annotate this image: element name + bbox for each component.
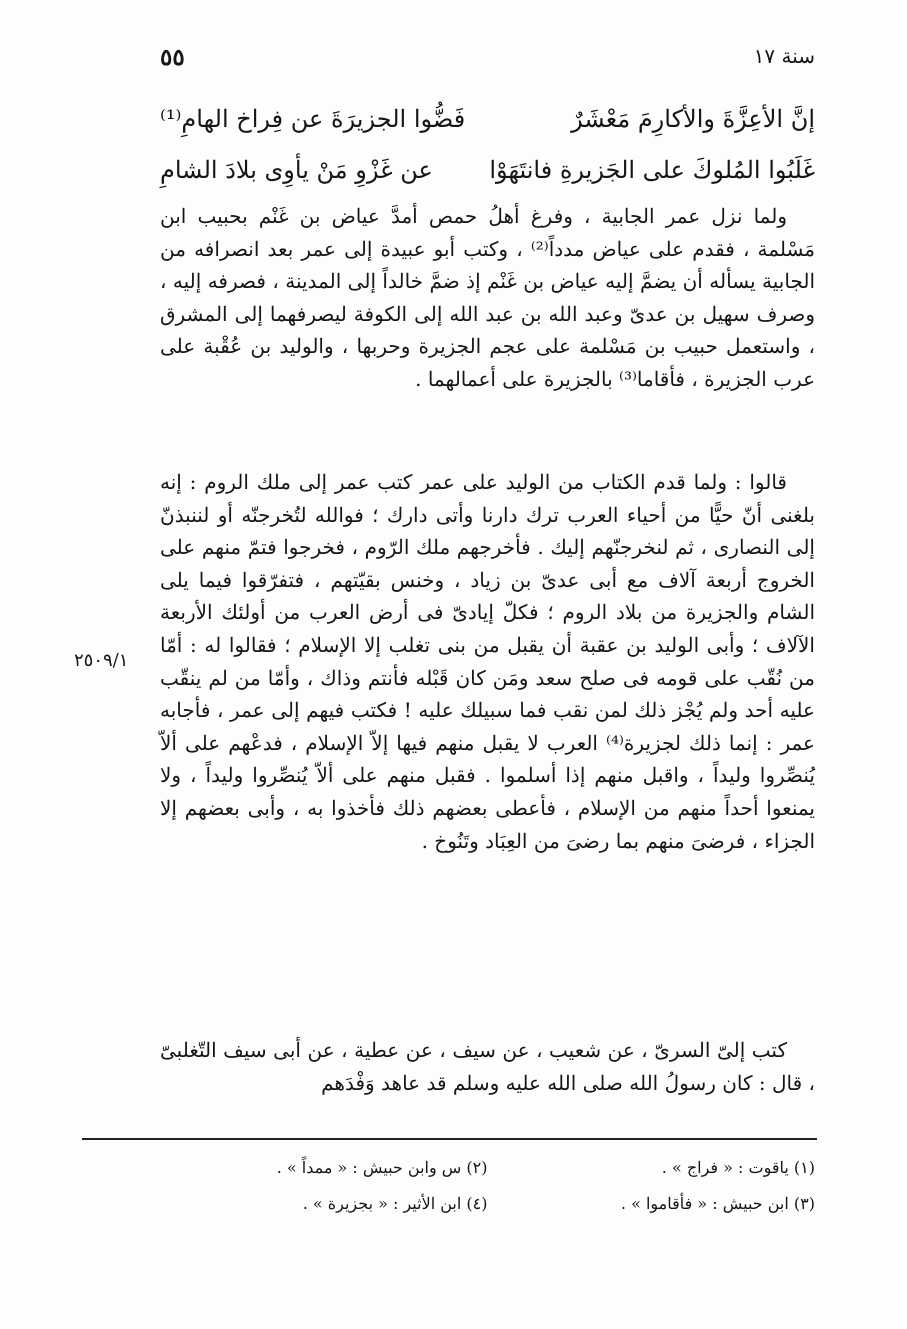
margin-reference: ٢٥٠٩/١ [74, 650, 129, 671]
hemistich: عن غَزْوِ مَنْ يأوِى بلادَ الشامِ [160, 156, 433, 184]
footnote: (١) ياقوت : « فراج » . [661, 1158, 815, 1177]
footnote: (٤) ابن الأثير : « بجزيرة » . [302, 1194, 488, 1213]
verse [160, 145, 815, 196]
prose-block-1 [160, 200, 815, 396]
footnotes [160, 1150, 815, 1222]
footnote: (٣) ابن حبيش : « فأقاموا » . [620, 1194, 815, 1213]
year-header: سنة ١٧ [753, 44, 815, 68]
footnote: (٢) س وابن حبيش : « ممداً » . [276, 1158, 488, 1177]
paragraph: كتب إلىّ السرىّ ، عن شعيب ، عن سيف ، عن عطية ، عن أبى سيف التّغلبىّ ، قال : كان رسولُ الله صلى الله عليه وسلم قد عاهد وَفْدَهم [160, 1038, 815, 1095]
hemistich: غَلَبُوا المُلوكَ على الجَزيرةِ فانتَهَوْا [489, 156, 815, 184]
prose-block-3 [160, 1034, 815, 1099]
paragraph: ولما نزل عمر الجابية ، وفرغ أهلُ حمص أمدَّ عياض بن غَنْم بحبيب ابن مَسْلمة ، فقدم على عياض مدداً⁽²⁾ ، وكتب أبو عبيدة إلى عمر بعد انصرافه من الجابية يسأله أن يضمَّ إليه عياض بن غَنْم إذ ضمَّ خالداً إلى المدينة ، فصرفه إليه ، وصرف سهيل بن عدىّ وعبد الله بن عبد الله إلى الكوفة ليصرفهما إلى المشرق ، واستعمل حبيب بن مَسْلمة على عجم الجزيرة وحربها ، والوليد بن عُقْبة على عرب الجزيرة ، فأقاما⁽³⁾ بالجزيرة على أعمالهما . [160, 204, 816, 391]
prose-block-2 [160, 466, 815, 857]
page-number: ٥٥ [160, 44, 185, 71]
footnote-divider [82, 1138, 817, 1140]
footnote-row [160, 1150, 815, 1186]
hemistich: فَضُّوا الجزيرَةَ عن فِراخ الهامِ⁽¹⁾ [160, 105, 466, 133]
hemistich: إنَّ الأعِزَّةَ والأكارِمَ مَعْشَرٌ [571, 105, 815, 133]
verse [160, 94, 815, 145]
poem [160, 94, 815, 196]
paragraph: قالوا : ولما قدم الكتاب من الوليد على عمر كتب عمر إلى ملك الروم : إنه بلغنى أنّ حيًّا من أحياء العرب ترك دارنا وأتى دارك ؛ فوالله لتُخرجنّه أو لننبذنّ إلى النصارى ، ثم لنخرجنّهم إليك . فأخرجهم ملك الرّوم ، فخرجوا فتمّ منهم على الخروج أربعة آلاف مع أبى عدىّ بن زياد ، وخنس بقيّتهم ، فتفرّقوا فيما يلى الشام والجزيرة من بلاد الروم ؛ فكلّ إيادىّ فى أرض العرب من أولئك الأربعة الآلاف ؛ وأبى الوليد بن عقبة أن يقبل من بنى تغلب إلا الإسلام ؛ فقالوا له : أمّا من نُقّب على قومه فى صلح سعد ومَن كان قَبْله فأنتم وذاك ، وأمّا من لم ينقّب عليه أحد ولم يُجْز ذلك لمن نقب فما سبيلك عليه ! فكتب فيهم إلى عمر ، فأجابه عمر : إنما ذلك لجزيرة⁽⁴⁾ العرب لا يقبل منهم فيها إلاّ الإسلام ، فدعْهم على ألاّ يُنصِّروا وليداً ، واقبل منهم إذا أسلموا . فقبل منهم على ألاّ يُنصِّروا وليداً ، ولا يمنعوا أحداً منهم من الإسلام ، فأعطى بعضهم ذلك فأخذوا به ، وأبى بعضهم إلا الجزاء ، فرضىَ منهم بما رضىَ من العِبَاد وتَنُوخ . [160, 470, 815, 853]
footnote-row [160, 1186, 815, 1222]
